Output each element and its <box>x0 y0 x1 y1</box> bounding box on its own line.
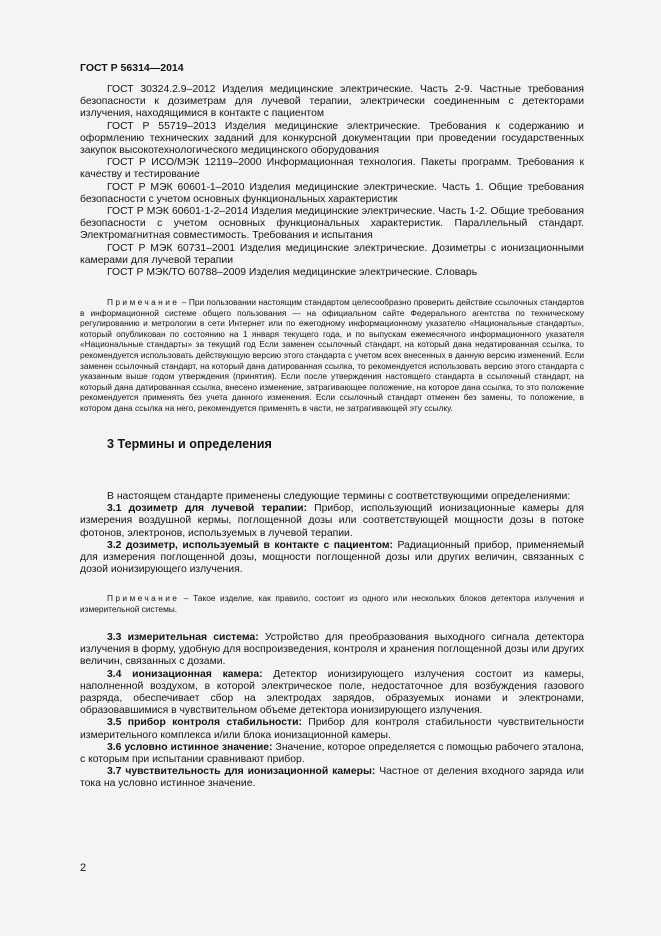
note-text: – Такое изделие, как правило, состоит из одного или нескольких блоков детектора излучения и измерительной системы. <box>80 593 584 614</box>
document-header: ГОСТ Р 56314—2014 <box>80 62 184 74</box>
reference-item: ГОСТ 30324.2.9–2012 Изделия медицинские электрические. Часть 2-9. Частные требования безопасности к дозиметрам для лучевой терапии, электрически соединенным с детекторами излучения, находящимися в контакте с пациентом <box>80 84 584 120</box>
note-label: Примечание <box>107 297 180 307</box>
term-title: 3.7 чувствительность для ионизационной камеры: <box>107 766 376 778</box>
reference-item: ГОСТ Р МЭК/ТО 60788–2009 Изделия медицинские электрические. Словарь <box>107 267 478 279</box>
intro-paragraph: В настоящем стандарте применены следующие термины с соответствующими определениями: <box>107 491 571 502</box>
note-text: – При пользовании настоящим стандартом целесообразно проверить действие ссылочных стандартов в информационной системе общего пользования — на официальном сайте Федерального агентства по техническому регулированию и метрологии в сети Интернет или по ежегодному информационному указателю «Национальные стандарты», который опубликован по состоянию на 1 января текущего года, и по выпускам ежемесячного информационного указателя «Национальные стандарты» за текущий год Если заменен ссылочный стандарт, на который дана недатированная ссылка, то рекомендуется использовать действующую версию этого стандарта с учетом всех внесенных в данную версию изменений. Если заменен ссылочный стандарт, на который дана датированная ссылка, то рекомендуется использовать версию этого стандарта с указанным выше годом утверждения (принятия). Если после утверждения настоящего стандарта в ссылочный стандарт, на который дана датированная ссылка, внесено изменение, затрагивающее положение, на которое дана ссылка, то это положение рекомендуется применять без учета данного изменения. Если ссылочный стандарт отменен без замены, то положение, в котором дана ссылка на него, рекомендуется применять в части, не затрагивающей эту ссылку. <box>80 297 584 413</box>
terms-block-a <box>80 491 584 576</box>
term-title: 3.3 измерительная система: <box>107 632 259 643</box>
reference-item: ГОСТ Р ИСО/МЭК 12119–2000 Информационная технология. Пакеты программ. Требования к качеству и тестирование <box>80 157 584 181</box>
term-title: 3.4 ионизационная камера: <box>107 668 263 680</box>
term-entry <box>80 540 584 577</box>
term-entry <box>80 669 584 718</box>
term-title: 3.1 дозиметр для лучевой терапии: <box>107 503 307 515</box>
term-definition: Устройство для преобразования выходного сигнала детектора излучения в форму, удобную для воспроизведения, контроля и хранения поглощенной дозы или других величин, связанных с дозами. <box>80 632 585 668</box>
reference-item: ГОСТ Р 55719–2013 Изделия медицинские электрические. Требования к содержанию и оформлению технических заданий для конкурсной документации при проведении государственных закупок высокотехнологического медицинского оборудования <box>80 120 584 157</box>
term-definition: Прибор, использующий ионизационные камеры для измерения воздушной кермы, поглощенной дозы или соответствующей мощности дозы в потоке фотонов, электронов, используемых в лучевой терапии. <box>80 503 584 539</box>
term-definition: Частное от деления входного заряда или тока на условно истинное значение. <box>80 766 584 790</box>
term-entry <box>80 717 584 741</box>
term-title: 3.2 дозиметр, используемый в контакте с пациентом: <box>107 539 393 551</box>
term-entry <box>80 503 584 540</box>
references-list <box>80 84 584 279</box>
note-references <box>80 297 584 414</box>
term-definition: Значение, которое определяется с помощью рабочего эталона, с которым при испытании сравнивают прибор. <box>80 741 584 766</box>
note-term <box>80 593 584 614</box>
term-definition: Радиационный прибор, применяемый для измерения поглощенной дозы, мощности поглощенной дозы или других величин, связанных с дозой ионизирующего излучения. <box>80 539 584 576</box>
term-definition: Детектор ионизирующего излучения состоит из камеры, наполненной воздухом, в которой электрическое поле, недостаточное для возбуждения газового разряда, обеспечивает сбор на электродах зарядов, образуемых ионами и электронами, образовавшимися в чувствительном объеме детектора ионизирующего излучения. <box>80 668 584 717</box>
term-title: 3.6 условно истинное значение: <box>107 741 273 753</box>
term-definition: Прибор для контроля стабильности чувствительности измерительного комплекса и/или блока ионизационной камеры. <box>80 717 584 741</box>
reference-item: ГОСТ Р МЭК 60601-1-2–2014 Изделия медицинские электрические. Часть 1-2. Общие требования безопасности с учетом основных функциональных характеристик. Параллельный стандарт. Электромагнитная совместимость. Требования и испытания <box>80 206 584 242</box>
reference-item: ГОСТ Р МЭК 60731–2001 Изделия медицинские электрические. Дозиметры с ионизационными камерами для лучевой терапии <box>80 242 584 266</box>
term-entry <box>80 632 584 669</box>
page-number: 2 <box>80 862 87 874</box>
note-label: Примечание <box>107 593 180 603</box>
term-entry <box>80 766 584 790</box>
term-entry <box>80 742 584 766</box>
reference-item: ГОСТ Р МЭК 60601-1–2010 Изделия медицинские электрические. Часть 1. Общие требования безопасности с учетом основных функциональных характеристик <box>80 181 584 205</box>
terms-block-b <box>80 632 584 791</box>
section-heading: 3 Термины и определения <box>107 437 272 451</box>
term-title: 3.5 прибор контроля стабильности: <box>107 717 302 729</box>
